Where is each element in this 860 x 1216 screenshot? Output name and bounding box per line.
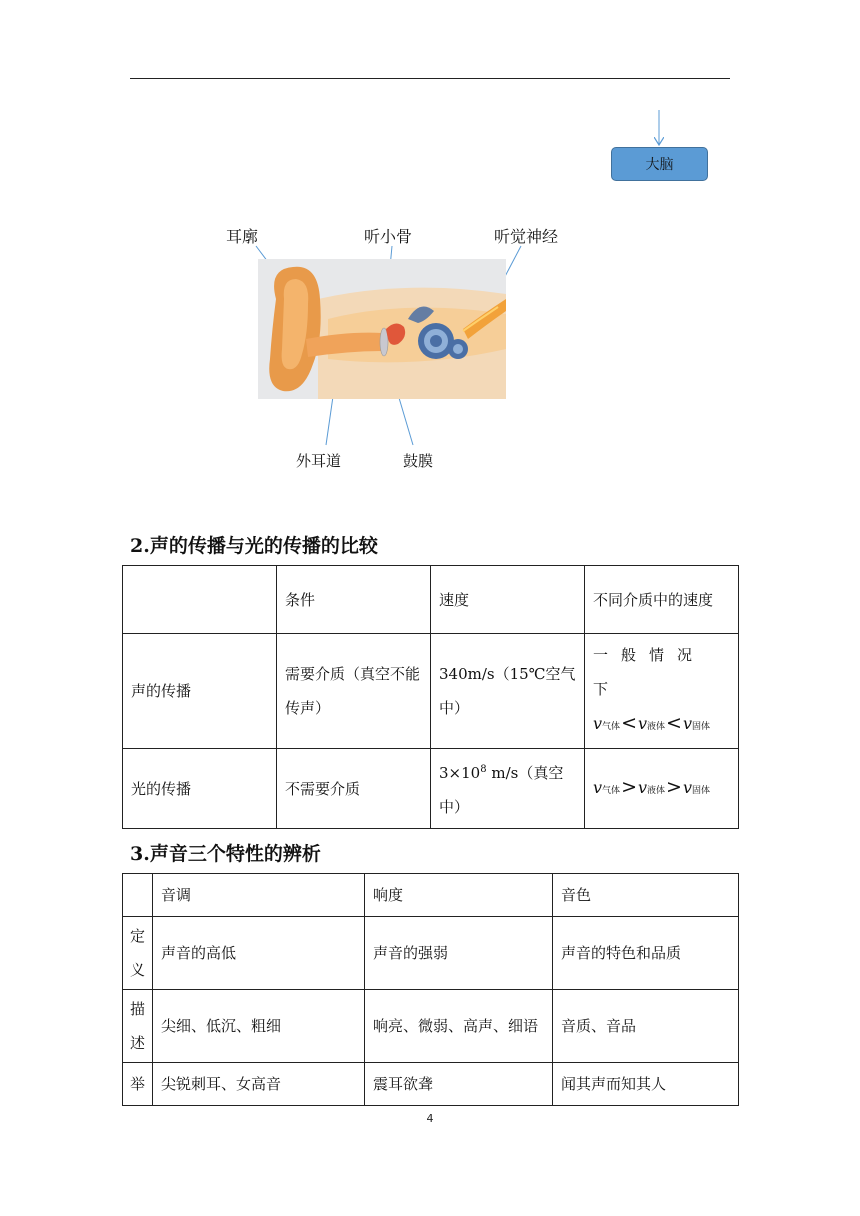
table-row <box>123 1063 739 1106</box>
v-symbol: v <box>682 714 693 733</box>
header-rule <box>130 78 730 79</box>
speed-relation <box>593 706 730 744</box>
v-sub-gas: 气体 <box>602 785 621 796</box>
relation-sign: < <box>621 712 637 734</box>
table-cell <box>123 566 277 634</box>
v-sub-liquid: 液体 <box>647 785 666 796</box>
speed-rest: m/s（真空中） <box>439 764 564 816</box>
row-label: 定义 <box>123 917 153 990</box>
media-speed-cell <box>585 634 739 749</box>
auricle-label: 耳廓 <box>226 227 259 246</box>
media-speed-cell <box>585 749 739 829</box>
v-sub-solid: 固体 <box>692 785 711 796</box>
table-cell: 声音的高低 <box>153 917 365 990</box>
v-symbol: v <box>593 777 603 797</box>
table-cell <box>431 749 585 829</box>
speed-base: 3× <box>439 764 462 782</box>
table-row <box>123 749 739 829</box>
row-label: 光的传播 <box>123 749 277 829</box>
table-cell: 声音的特色和品质 <box>553 917 739 990</box>
row-label: 举 <box>123 1063 153 1106</box>
v-symbol: v <box>593 714 603 733</box>
relation-sign: > <box>621 775 637 798</box>
table-cell: 需要介质（真空不能传声） <box>277 634 431 749</box>
table-row <box>123 566 739 634</box>
ossicles-label: 听小骨 <box>364 227 413 246</box>
table-cell: 尖细、低沉、粗细 <box>153 990 365 1063</box>
table-header-cell: 速度 <box>431 566 585 634</box>
page-number: 4 <box>426 1112 434 1125</box>
eardrum-label: 鼓膜 <box>403 452 434 470</box>
table-cell: 声音的强弱 <box>365 917 553 990</box>
table-header-cell: 音调 <box>153 874 365 917</box>
sound-characteristics-table <box>122 873 739 1106</box>
table-cell: 响亮、微弱、高声、细语 <box>365 990 553 1063</box>
v-symbol: v <box>682 777 693 797</box>
table-cell: 尖锐刺耳、女高音 <box>153 1063 365 1106</box>
speed-exponent: 8 <box>480 764 487 775</box>
section2-title: 2.声的传播与光的传播的比较 <box>130 535 378 557</box>
table-cell: 340m/s（15℃空气中） <box>431 634 585 749</box>
auditory-nerve-label: 听觉神经 <box>494 227 559 246</box>
v-symbol: v <box>637 777 648 797</box>
table-header-cell: 响度 <box>365 874 553 917</box>
table-row <box>123 634 739 749</box>
row-label: 声的传播 <box>123 634 277 749</box>
relation-sign: > <box>666 775 682 798</box>
table-cell: 不需要介质 <box>277 749 431 829</box>
table-cell: 震耳欲聋 <box>365 1063 553 1106</box>
propagation-table <box>122 565 739 829</box>
table-cell: 闻其声而知其人 <box>553 1063 739 1106</box>
v-symbol: v <box>637 714 648 733</box>
ear-anatomy-image <box>258 259 506 399</box>
table-header-cell: 音色 <box>553 874 739 917</box>
row-label: 描述 <box>123 990 153 1063</box>
table-cell <box>123 874 153 917</box>
v-sub-liquid: 液体 <box>647 722 666 732</box>
relation-sign: < <box>666 712 682 734</box>
ear-canal-label: 外耳道 <box>296 452 342 470</box>
table-row <box>123 874 739 917</box>
table-row <box>123 917 739 990</box>
table-header-cell: 条件 <box>277 566 431 634</box>
section3-title: 3.声音三个特性的辨析 <box>130 843 321 865</box>
v-sub-solid: 固体 <box>692 722 711 732</box>
table-row <box>123 990 739 1063</box>
v-sub-gas: 气体 <box>602 722 621 732</box>
speed-ten: 10 <box>461 764 481 782</box>
table-cell: 音质、音品 <box>553 990 739 1063</box>
table-header-cell: 不同介质中的速度 <box>585 566 739 634</box>
media-prefix: 一般情况下 <box>593 646 706 698</box>
brain-box: 大脑 <box>611 147 708 181</box>
